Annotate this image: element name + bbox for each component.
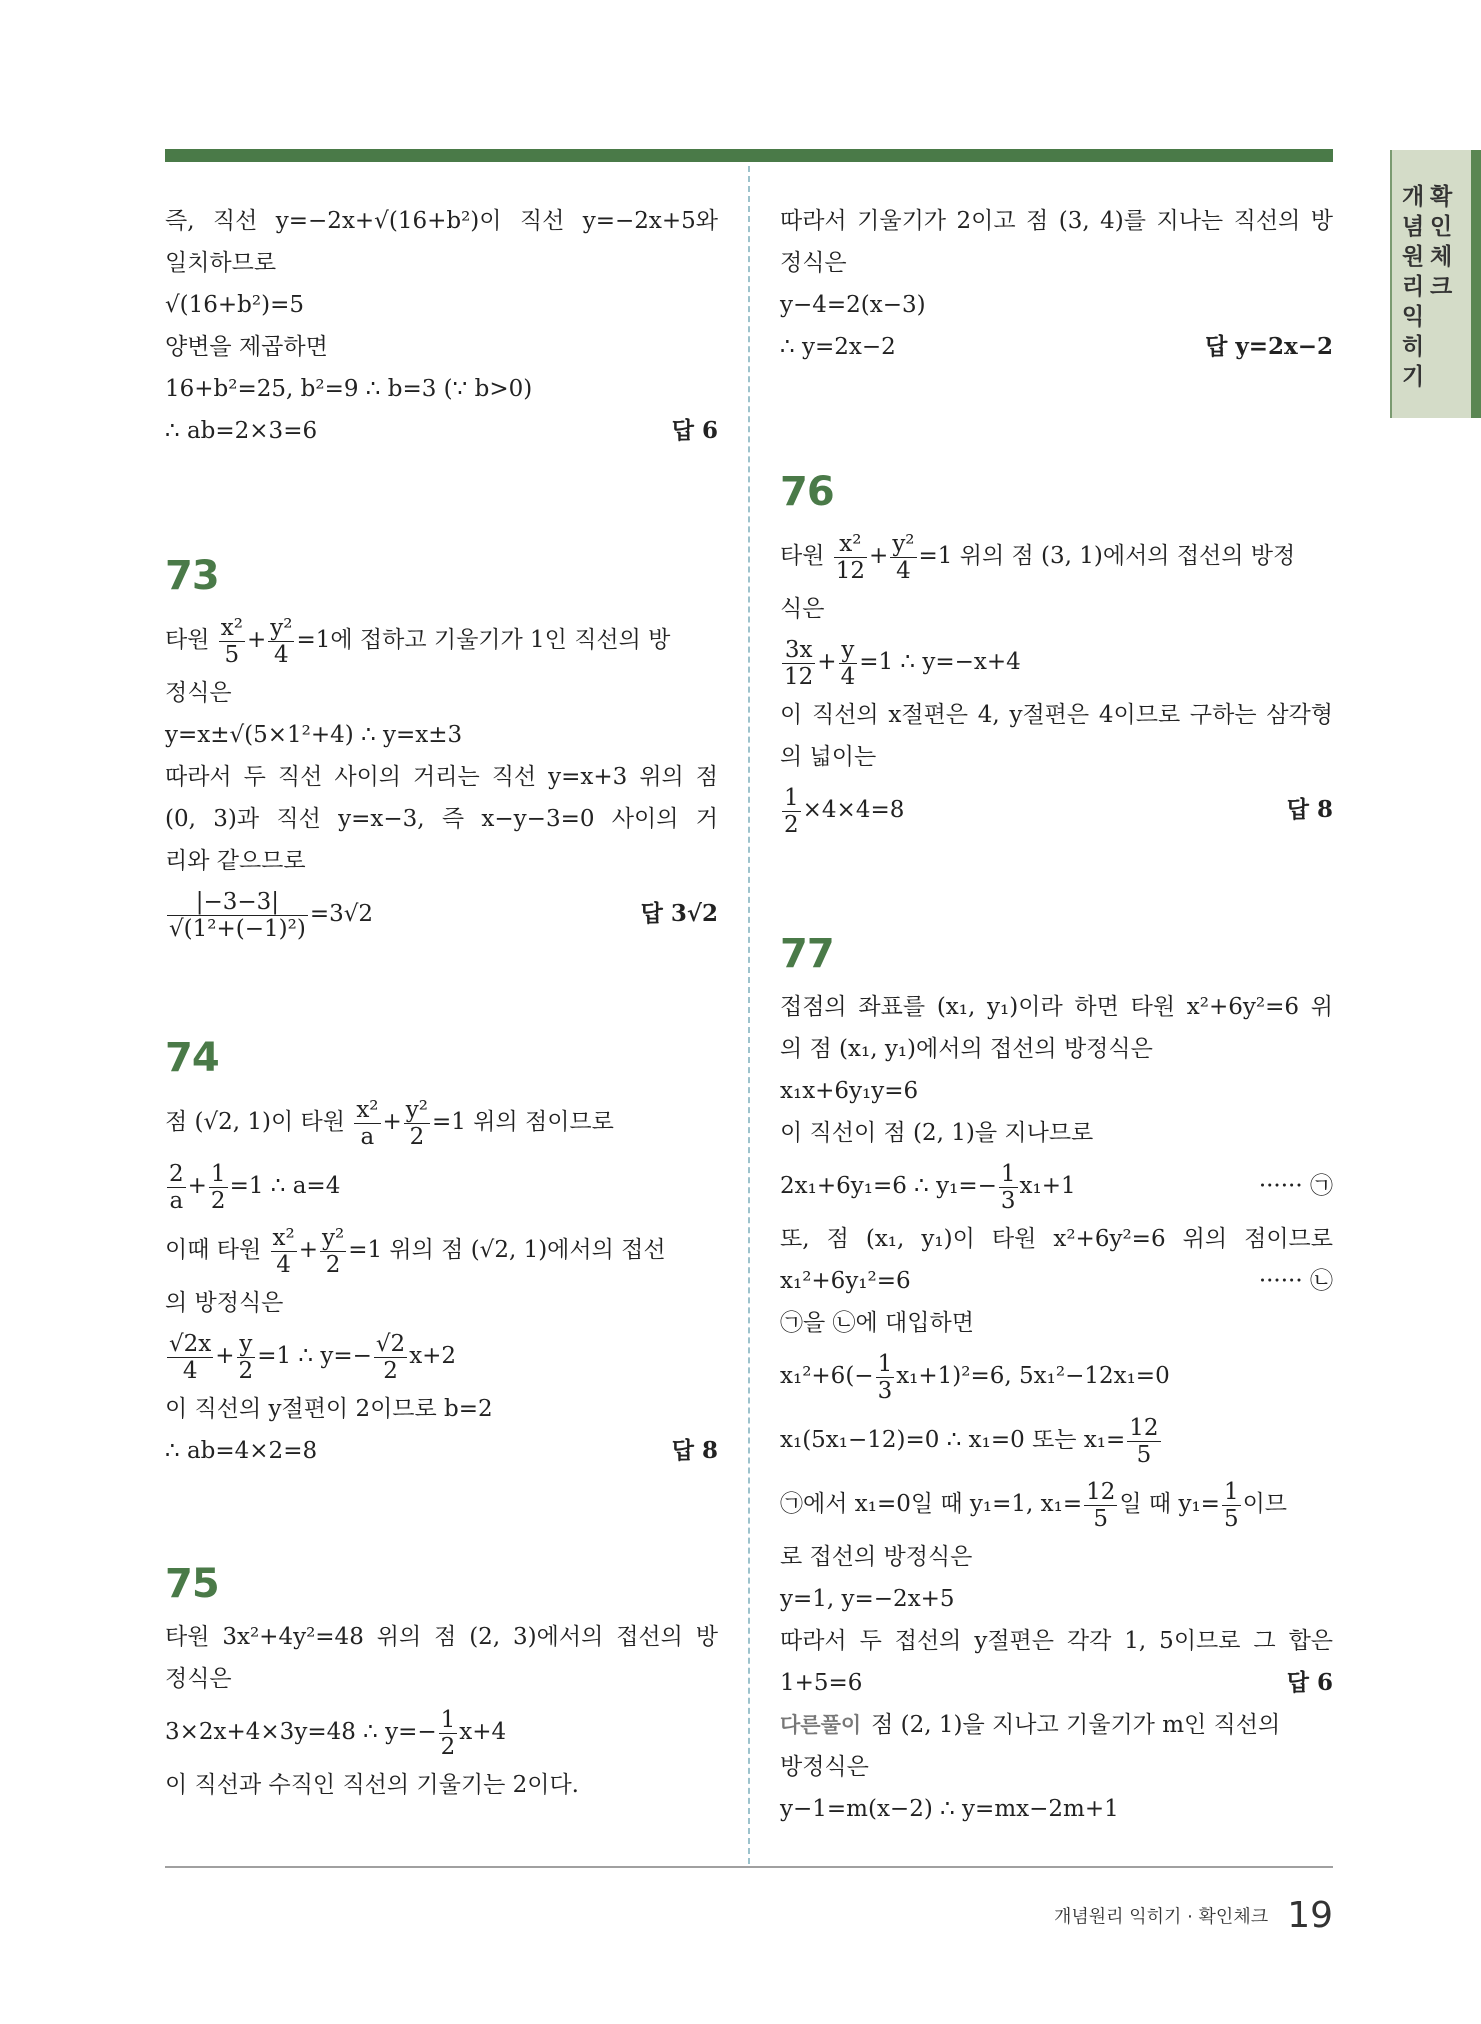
text-line: 의 넓이는	[780, 744, 877, 770]
math-line: 16+b²=25, b²=9 ∴ b=3 (∵ b>0)	[165, 376, 533, 402]
numerator: y	[839, 637, 858, 664]
operator: +	[187, 1173, 207, 1199]
answer: 답 y=2x−2	[1205, 333, 1333, 360]
math-line	[165, 1154, 718, 1218]
text-line: 따라서 두 접선의 y절편은 각각 1, 5이므로 그 합은	[780, 1628, 1333, 1654]
numerator: 1	[440, 1706, 456, 1733]
math-line	[165, 1218, 718, 1282]
math-line: y−1=m(x−2) ∴ y=mx−2m+1	[780, 1796, 1119, 1822]
equation-marker-2: ······ ㉡	[1258, 1268, 1333, 1294]
page-footer	[1054, 1895, 1333, 1936]
numerator: x²	[272, 1224, 295, 1251]
math-line: y=x±√(5×1²+4) ∴ y=x±3	[165, 722, 463, 748]
math-line	[780, 1472, 1333, 1536]
text: x₁(5x₁−12)=0 ∴ x₁=0 또는 x₁=	[780, 1427, 1126, 1453]
math-line	[780, 524, 1333, 588]
denominator: 3	[877, 1377, 893, 1404]
numerator: x²	[356, 1096, 379, 1123]
text-line: 이 직선의 x절편은 4, y절편은 4이므로 구하는 삼각형	[780, 702, 1333, 728]
problem-number: 75	[165, 1561, 219, 1607]
text: ×4×4=8	[802, 797, 905, 823]
denominator: 2	[440, 1733, 456, 1760]
denominator: √(1²+(−1)²)	[169, 915, 306, 942]
math-line: √(16+b²)=5	[165, 292, 304, 318]
numerator: √2	[375, 1330, 406, 1357]
text-line: 양변을 제곱하면	[165, 334, 328, 360]
denominator: 2	[409, 1123, 425, 1150]
math-line	[780, 778, 1333, 842]
text-line	[780, 1704, 1333, 1746]
numerator: 1	[877, 1350, 893, 1377]
solution-72-continued	[165, 200, 718, 452]
answer: 답 8	[1286, 796, 1333, 823]
math-line	[780, 1344, 1333, 1408]
fraction	[1127, 1415, 1160, 1468]
text-line: 로 접선의 방정식은	[780, 1544, 973, 1570]
math-text: ∴ ab=2×3=6	[165, 418, 318, 444]
fraction	[890, 531, 916, 584]
text: 일 때 y₁=	[1119, 1491, 1220, 1517]
numerator: x²	[220, 614, 243, 641]
numerator: |−3−3|	[167, 889, 308, 916]
denominator: 2	[383, 1357, 398, 1384]
text: =1 위의 점 (3, 1)에서의 접선의 방정	[918, 543, 1296, 569]
fraction	[374, 1331, 407, 1384]
numerator: 1	[1000, 1160, 1016, 1187]
text: 점 (2, 1)을 지나고 기울기가 m인 직선의	[871, 1712, 1281, 1738]
numerator: y	[237, 1331, 256, 1358]
math-text: ∴ y=2x−2	[780, 334, 896, 360]
column-divider	[748, 166, 750, 1864]
text: =1 위의 점 (√2, 1)에서의 접선	[348, 1237, 666, 1263]
denominator: 4	[896, 557, 911, 584]
fraction	[839, 637, 858, 690]
fraction	[268, 615, 294, 668]
math-line: y=1, y=−2x+5	[780, 1586, 955, 1612]
operator: +	[382, 1109, 402, 1135]
text-line: 따라서 기울기가 2이고 점 (3, 4)를 지나는 직선의 방	[780, 208, 1333, 234]
problem-number: 76	[780, 469, 834, 515]
text-line: 타원 3x²+4y²=48 위의 점 (2, 3)에서의 접선의 방	[165, 1624, 718, 1650]
answer: 답 6	[671, 417, 718, 444]
text: x+4	[459, 1719, 507, 1745]
operator: +	[298, 1237, 318, 1263]
fraction	[354, 1097, 380, 1150]
side-tab[interactable]	[1390, 150, 1481, 418]
fraction	[320, 1225, 346, 1278]
text: =1 ∴ a=4	[229, 1173, 341, 1199]
left-column	[165, 200, 718, 1806]
operator: +	[869, 543, 889, 569]
text-line: 또, 점 (x₁, y₁)이 타원 x²+6y²=6 위의 점이므로	[780, 1226, 1333, 1252]
right-column	[780, 200, 1333, 1830]
math-line	[165, 882, 718, 946]
text: 타원	[165, 627, 210, 653]
math-line	[780, 1154, 1333, 1218]
math-text: 1+5=6	[780, 1670, 863, 1696]
problem-number: 73	[165, 553, 219, 599]
denominator: 12	[784, 663, 814, 690]
text: =1 위의 점이므로	[432, 1109, 614, 1135]
numerator: 1	[1223, 1478, 1239, 1505]
text-line: 즉, 직선 y=−2x+√(16+b²)이 직선 y=−2x+5와	[165, 208, 718, 234]
numerator: x²	[834, 531, 867, 558]
math-line	[780, 1260, 1333, 1302]
math-line	[780, 1408, 1333, 1472]
denominator: a	[169, 1187, 184, 1214]
math-line	[165, 1430, 718, 1472]
math-text: ∴ ab=4×2=8	[165, 1438, 318, 1464]
text: 타원	[780, 543, 825, 569]
numerator: 3x	[782, 637, 815, 664]
operator: +	[246, 627, 267, 653]
text: x₁+1	[1019, 1173, 1076, 1199]
text-line: 이 직선이 점 (2, 1)을 지나므로	[780, 1120, 1094, 1146]
math-line	[780, 326, 1333, 368]
fraction	[834, 531, 867, 584]
text: x+2	[409, 1343, 457, 1369]
side-tab-label-2: 확인체크	[1430, 184, 1453, 300]
denominator: a	[360, 1123, 375, 1150]
numerator: 1	[784, 784, 799, 811]
math-line	[780, 1662, 1333, 1704]
alternative-solution-label: 다른풀이	[780, 1713, 862, 1737]
text-line: 방정식은	[780, 1754, 869, 1780]
numerator: y²	[321, 1224, 345, 1251]
fraction	[219, 615, 245, 668]
denominator: 5	[224, 641, 240, 668]
math-line	[165, 1090, 718, 1154]
answer: 답 6	[1286, 1669, 1333, 1696]
numerator: 2	[169, 1160, 184, 1187]
denominator: 12	[835, 557, 866, 584]
fraction	[167, 1331, 213, 1384]
fraction	[1084, 1479, 1117, 1532]
text: 이므	[1242, 1491, 1288, 1517]
operator: +	[215, 1343, 235, 1369]
denominator: 3	[1000, 1187, 1016, 1214]
fraction	[271, 1225, 297, 1278]
solution-77	[780, 930, 1333, 1830]
side-tab-edge	[1471, 150, 1481, 418]
denominator: 5	[1136, 1441, 1152, 1468]
numerator: 12	[1129, 1414, 1159, 1441]
text-line: 이 직선의 y절편이 2이므로 b=2	[165, 1396, 493, 1422]
numerator: 12	[1086, 1478, 1116, 1505]
fraction	[876, 1351, 895, 1404]
fraction	[999, 1161, 1018, 1214]
denominator: 4	[274, 641, 289, 668]
text-line: 이 직선과 수직인 직선의 기울기는 2이다.	[165, 1772, 579, 1798]
text-line: 접점의 좌표를 (x₁, y₁)이라 하면 타원 x²+6y²=6 위	[780, 994, 1333, 1020]
numerator: 1	[210, 1160, 226, 1187]
denominator: 4	[182, 1357, 198, 1384]
denominator: 5	[1223, 1505, 1239, 1532]
answer: 답 8	[671, 1437, 718, 1464]
side-tab-label-1: 개념원리익히기	[1402, 184, 1425, 390]
text-line: 정식은	[165, 680, 232, 706]
answer: 답 3√2	[640, 900, 718, 927]
text-line: (0, 3)과 직선 y=x−3, 즉 x−y−3=0 사이의 거	[165, 806, 718, 832]
text: 점 (√2, 1)이 타원	[165, 1109, 345, 1135]
fraction	[209, 1161, 228, 1214]
text: =1에 접하고 기울기가 1인 직선의 방	[296, 627, 671, 653]
text-line: 식은	[780, 596, 825, 622]
text-line: ㉠을 ㉡에 대입하면	[780, 1310, 974, 1336]
math-line	[165, 1700, 718, 1764]
text-line: 정식은	[165, 1666, 232, 1692]
denominator: 2	[325, 1251, 341, 1278]
numerator: y²	[405, 1096, 429, 1123]
text-line: 일치하므로	[165, 250, 277, 276]
fraction	[237, 1331, 256, 1384]
text-line: 정식은	[780, 250, 847, 276]
denominator: 2	[784, 811, 799, 838]
numerator: y²	[892, 530, 915, 557]
solution-75-continued	[780, 200, 1333, 368]
text: =1 ∴ y=−x+4	[859, 649, 1021, 675]
text-line: 의 방정식은	[165, 1290, 284, 1316]
fraction	[167, 889, 308, 942]
page-number: 19	[1287, 1895, 1333, 1936]
numerator: √2x	[169, 1330, 212, 1357]
solution-74	[165, 1034, 718, 1472]
text: =1 ∴ y=−	[257, 1343, 372, 1369]
denominator: 5	[1093, 1505, 1109, 1532]
equation-marker-1: ······ ㉠	[1258, 1173, 1333, 1199]
denominator: 4	[840, 663, 856, 690]
denominator: 2	[238, 1357, 254, 1384]
math-line	[165, 608, 718, 672]
fraction	[167, 1161, 186, 1214]
text-line: 의 점 (x₁, y₁)에서의 접선의 방정식은	[780, 1036, 1153, 1062]
text: x₁²+6(−	[780, 1363, 874, 1389]
problem-number: 77	[780, 931, 834, 977]
fraction	[404, 1097, 430, 1150]
text: ㉠에서 x₁=0일 때 y₁=1, x₁=	[780, 1491, 1083, 1517]
solution-73	[165, 552, 718, 946]
problem-number: 74	[165, 1035, 219, 1081]
text: =3√2	[309, 901, 374, 927]
text: 이때 타원	[165, 1237, 262, 1263]
math-line	[165, 1324, 718, 1388]
fraction	[782, 637, 815, 690]
operator: +	[817, 649, 837, 675]
fraction	[782, 785, 801, 838]
fraction	[439, 1707, 458, 1760]
math-line	[780, 630, 1333, 694]
solution-75	[165, 1560, 718, 1806]
bottom-rule	[165, 1866, 1333, 1868]
math-line: y−4=2(x−3)	[780, 292, 926, 318]
text-line: 리와 같으므로	[165, 848, 306, 874]
solution-76	[780, 468, 1333, 842]
text: 2x₁+6y₁=6 ∴ y₁=−	[780, 1173, 997, 1199]
text: 3×2x+4×3y=48 ∴ y=−	[165, 1719, 437, 1745]
numerator: y²	[270, 614, 293, 641]
math-line	[165, 410, 718, 452]
denominator: 2	[210, 1187, 226, 1214]
footer-section-title: 개념원리 익히기 · 확인체크	[1053, 1906, 1269, 1928]
text: x₁+1)²=6, 5x₁²−12x₁=0	[896, 1363, 1170, 1389]
math-text: x₁²+6y₁²=6	[780, 1268, 911, 1294]
fraction	[1222, 1479, 1241, 1532]
text-line: 따라서 두 직선 사이의 거리는 직선 y=x+3 위의 점	[165, 764, 718, 790]
top-green-bar	[165, 149, 1333, 162]
math-line: x₁x+6y₁y=6	[780, 1078, 919, 1104]
denominator: 4	[276, 1251, 291, 1278]
